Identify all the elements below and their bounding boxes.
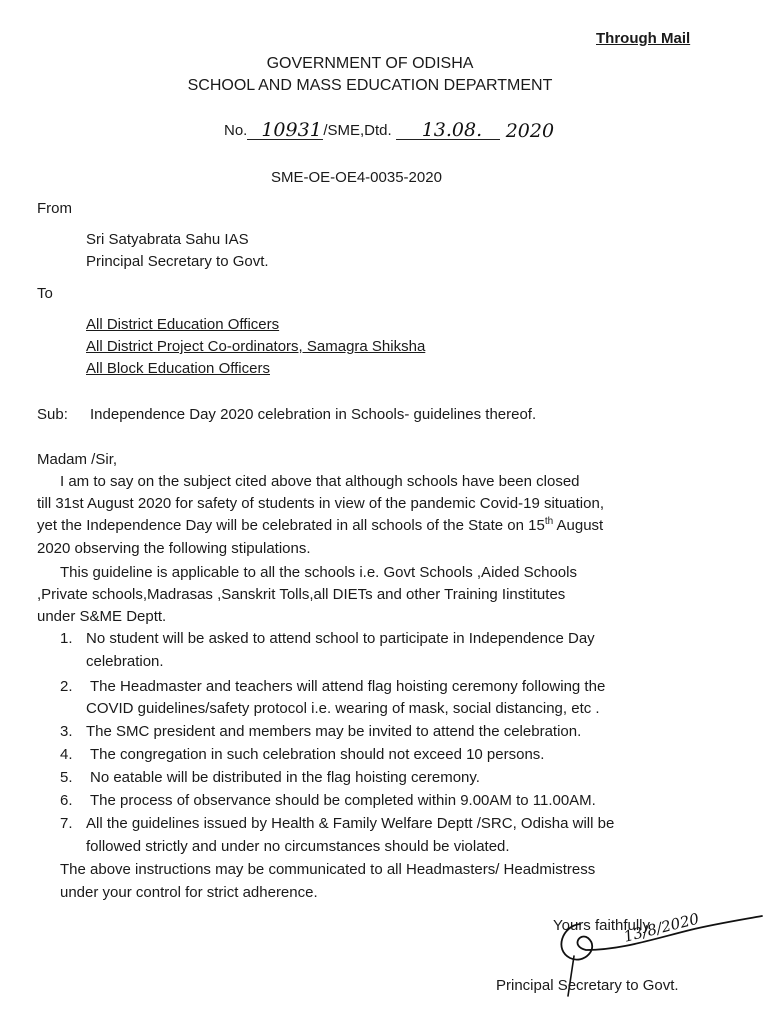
guideline-number: 4. <box>60 746 73 763</box>
to-label: To <box>37 285 53 302</box>
guideline-number: 1. <box>60 630 73 647</box>
paragraph-2-line: This guideline is applicable to all the schools i.e. Govt Schools ,Aided Schools <box>60 564 577 581</box>
paragraph-1-line-part: yet the Independence Day will be celebrated in all schools of the State on 15 <box>37 517 545 534</box>
department-heading: SCHOOL AND MASS EDUCATION DEPARTMENT <box>187 77 553 94</box>
salutation: Madam /Sir, <box>37 451 118 468</box>
through-mail-label: Through Mail <box>596 30 691 47</box>
paragraph-1-line: till 31st August 2020 for safety of students in view of the pandemic Covid-19 situation, <box>37 495 604 512</box>
guideline-number: 3. <box>60 723 73 740</box>
letter-year-handwritten: 2020 <box>505 120 555 142</box>
paragraph-1-line <box>37 516 603 535</box>
file-number: SME-OE-OE4-0035-2020 <box>271 169 442 186</box>
guideline-text: COVID guidelines/safety protocol i.e. wearing of mask, social distancing, etc . <box>86 700 600 717</box>
letter-number-prefix: No. <box>224 122 248 139</box>
from-label: From <box>37 200 72 217</box>
letter-number-suffix: /SME,Dtd. <box>323 122 392 139</box>
recipient-item: All District Education Officers <box>86 316 280 333</box>
paragraph-1-line: 2020 observing the following stipulations. <box>37 540 311 557</box>
paragraph-2-line: ,Private schools,Madrasas ,Sanskrit Tolls,all DIETs and other Training Iinstitutes <box>37 586 566 603</box>
recipient-item: All District Project Co-ordinators, Samagra Shiksha <box>86 338 426 355</box>
ordinal-suffix: th <box>544 516 554 527</box>
guideline-text: celebration. <box>86 653 164 670</box>
letter-number-blank <box>247 121 323 140</box>
sender-name: Sri Satyabrata Sahu IAS <box>86 231 249 248</box>
letter-number-line <box>224 120 554 140</box>
guideline-text: The congregation in such celebration should not exceed 10 persons. <box>90 746 545 763</box>
closing-line: under your control for strict adherence. <box>60 884 318 901</box>
guideline-text: No eatable will be distributed in the flag hoisting ceremony. <box>90 769 480 786</box>
guideline-number: 2. <box>60 678 73 695</box>
signatory-designation: Principal Secretary to Govt. <box>496 977 679 994</box>
guideline-number: 5. <box>60 769 73 786</box>
guideline-text: followed strictly and under no circumstances should be violated. <box>86 838 510 855</box>
letter-date-handwritten: 13.08. <box>421 119 483 141</box>
paragraph-1-line-part: August <box>553 517 604 534</box>
guideline-text: The Headmaster and teachers will attend flag hoisting ceremony following the <box>90 678 606 695</box>
letter-date-blank <box>396 121 500 140</box>
guideline-text: The process of observance should be completed within 9.00AM to 11.00AM. <box>90 792 596 809</box>
guideline-number: 6. <box>60 792 73 809</box>
recipient-item: All Block Education Officers <box>86 360 270 377</box>
letter-number-handwritten: 10931 <box>261 119 322 141</box>
guideline-text: The SMC president and members may be invited to attend the celebration. <box>86 723 582 740</box>
paragraph-1-line: I am to say on the subject cited above that although schools have been closed <box>60 473 580 490</box>
subject-text: Independence Day 2020 celebration in Schools- guidelines thereof. <box>90 406 537 423</box>
closing-line: The above instructions may be communicated to all Headmasters/ Headmistress <box>60 861 596 878</box>
yours-faithfully: Yours faithfully <box>553 917 651 934</box>
subject-label: Sub: <box>37 406 68 423</box>
guideline-number: 7. <box>60 815 73 832</box>
government-heading: GOVERNMENT OF ODISHA <box>266 55 474 72</box>
signature-date-handwritten: 13/8/2020 <box>621 909 701 946</box>
guideline-text: No student will be asked to attend school to participate in Independence Day <box>86 630 595 647</box>
sender-title: Principal Secretary to Govt. <box>86 253 269 270</box>
paragraph-2-line: under S&ME Deptt. <box>37 608 167 625</box>
guideline-text: All the guidelines issued by Health & Family Welfare Deptt /SRC, Odisha will be <box>86 815 615 832</box>
